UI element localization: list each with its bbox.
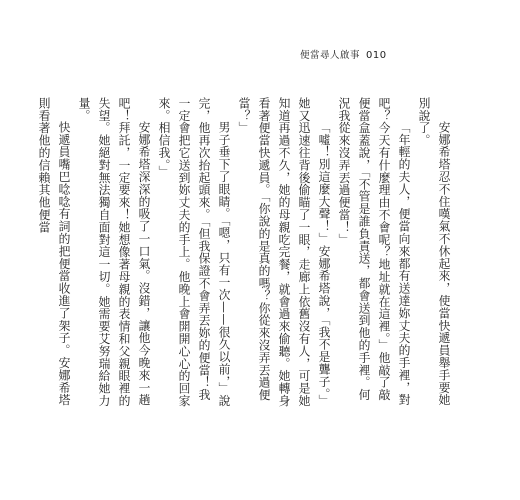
paragraph-3: 「噓！別這麼大聲！」安娜希塔說，「我不是聾子。」她又迅速往背後偷瞄了一眼，走廊上依舊沒有人，可是她知道再過不久，她的母親吃完餐，就會過來偷聽。她轉身看著便當快遞員。「你說的是真的嗎？你從來沒弄丟過便當？」: [237, 97, 331, 407]
paragraph-2: 「年輕的夫人，便當向來都有送達妳丈夫的手裡，對吧？今天有什麼理由不會呢？地址就在這裡。」他敲了敲便當盒蓋說，「不管是誰負責送，都會送到他的手裡。何況我從來沒弄丟過便當！」: [337, 97, 411, 406]
paragraph-6: 快遞員嘴巴唸唸有詞的把便當收進了架子。安娜希塔則看著他的信賴其他便當: [37, 97, 71, 406]
paragraph-5: 安娜希塔深深的吸了一口氣。沒錯，讓他今晚來一趟吧！拜託，一定要來！她想像著母親的表情和父親眼裡的失望。她絕對無法獨自面對這一切。她需要艾努瑞給她力量。: [77, 97, 151, 407]
paragraph-4: 男子垂下了眼睛。「嗯，只有一次——很久以前，」說完，他再次抬起頭來。「但我保證不會弄丟妳的便當！我一定會把它送到妳丈夫的手上。他晚上會開開心心的回家來。相信我。」: [157, 97, 231, 407]
book-title: 便當尋人啟事: [300, 50, 361, 61]
body-text: [34, 97, 454, 407]
page-number: 010: [366, 50, 387, 61]
running-header: [300, 47, 387, 61]
paragraph-1: 安娜希塔忍不住嘆氣不休起來，使當快遞員舉手要她別說了。: [417, 97, 451, 406]
